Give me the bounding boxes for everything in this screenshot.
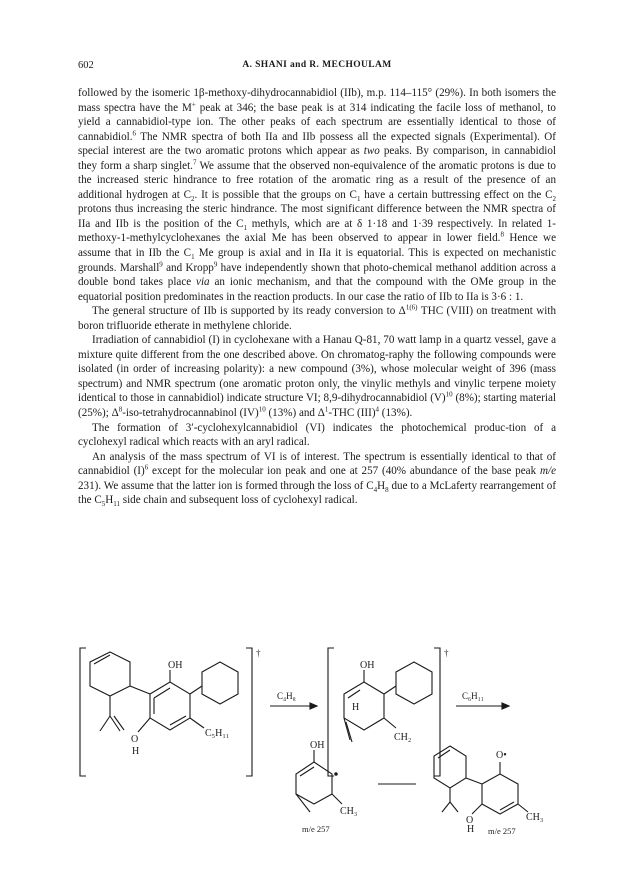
- o-label-4: O: [466, 815, 474, 826]
- loss-label-2: C₆H₁₁: [462, 691, 484, 701]
- running-title: A. SHANI and R. MECHOULAM: [242, 60, 392, 70]
- paragraph-4: The formation of 3′-cyclohexylcannabidiol (VI) indicates the photochemical produc-tion of a cyclohexyl radical which reacts with an aryl radical.: [78, 421, 556, 449]
- o-bond-4: [472, 804, 482, 814]
- enone-ring-2: [344, 682, 384, 730]
- double-bond-3: [300, 767, 314, 776]
- paragraph-3: Irradiation of cannabidiol (I) in cyclohexane with a Hanau Q-81, 70 watt lamp in a quartz vessel, gave a mixture quite different from the one described above. On chromatog-raphy the following compounds were isolated (in order of increasing polarity): a new compound (3%), whose molecular weight of 396 (mass spectrum) and NMR spectrum (one aromatic proton only, the vinylic methyls and vinylic terpene moiety identical to those in cannabidiol) indicate structure VI; 8,9-dihydrocannabidiol $(V)^{10}$ (8%); starting material (25%); $\Delta^8-iso$-tetrahydrocannabinol (IV)$^{10}$ (13%) and $\Delta^1$-THC (III)$^4$ (13%).: [78, 334, 557, 420]
- h-label-2: H: [352, 702, 360, 713]
- isopropenyl-a-1: [100, 716, 110, 731]
- arrow-2: [456, 703, 509, 709]
- structure-2: [328, 648, 440, 776]
- ch3-bond-4: [518, 804, 528, 812]
- terpene-ring-4: [434, 746, 466, 788]
- paragraph-1: followed by the isomeric 1β-methoxy-dihydrocannabidiol (IIb), m.p. 114–115° (29%). In both isomers the mass spectra have the M+ peak at 346; the base peak is at 314 indicating the facile loss of methanol, to yield a cannabidiol-type ion. The other peaks of each spectrum are essentially identical to those of cannabidiol.$^6$ The NMR spectra of both IIa and IIb possess all the expected signals (Experimental). Of special interest are the two aromatic protons which appear as two peaks. By comparison, in cannabidiol they form a sharp singlet.$^7$ We assume that the observed non-equivalence of the aromatic protons is due to the increased steric hindrance to free rotation of the aromatic ring as a result of the presence of an additional hydrogen at $C_2$. It is possible that the groups on $C_1$ have a certain buttressing effect on the $C_2$ protons thus increasing the steric hindrance. The most significant difference between the NMR spectra of IIa and IIb is the position of the $C_1$ methyls, which are at δ 1·18 and 1·39 respectively. In related 1-methoxy-1-methylcyclohexanes the axial Me has been observed to appear in lower field.$^8$ Hence we assume that in IIb the $C_1$ Me group is axial and in IIa it is equatorial. This is expected on mechanistic grounds. Marshall$^9$ and Kropp$^9$ have independently shown that photo-chemical methanol addition across a double bond takes place via an ionic mechanism, and that the compound with the OMe group in the equatorial position predominates in the reaction products. In our case the ratio of IIb to IIa is 3·6 : 1.: [78, 87, 556, 303]
- isopropenyl-a-4: [442, 802, 450, 812]
- aromatic-ring-4: [482, 774, 518, 814]
- oh-label-1: OH: [168, 660, 183, 671]
- ring-3: [296, 762, 332, 804]
- ring-link-4: [466, 778, 482, 784]
- radical-dot-3: [335, 773, 337, 775]
- aromatic-ring-1: [150, 682, 190, 730]
- cyclohexyl-link-1: [190, 686, 202, 694]
- ring-link-1: [130, 686, 150, 694]
- c5h11-label-1: C₅H₁₁: [205, 728, 230, 739]
- ch2-label: CH₂: [394, 732, 412, 743]
- h-label-1: H: [132, 746, 140, 757]
- side-chain-bond-1: [190, 718, 204, 728]
- dagger-1: †: [256, 648, 261, 658]
- ch2-bond-2: [384, 718, 396, 728]
- oh-label-3: OH: [310, 740, 325, 751]
- isopropenyl-c-1: [114, 716, 124, 730]
- aromatic-db-4: [500, 802, 514, 810]
- ring-link-3: [296, 794, 310, 812]
- arrow-1-head: [310, 703, 317, 709]
- bracket-left-2: [328, 648, 334, 776]
- aromatic-db-a-1: [154, 688, 170, 698]
- cyclohexyl-ring-1: [202, 662, 238, 704]
- me-label-3: m/e 257: [302, 824, 330, 834]
- arrow-2-head: [502, 703, 509, 709]
- ring-link-b-2: [346, 722, 352, 742]
- page-header: [78, 60, 556, 76]
- scheme-drawing: [70, 636, 570, 836]
- paragraph-5: An analysis of the mass spectrum of VI is of interest. The spectrum is essentially identical to that of cannabidiol $(I)^6$ except for the molecular ion peak and one at 257 (40% abundance of the base peak m/e 231). We assume that the latter ion is formed through the loss of $C_4H_8$ due to a McLaferty rearrangement of the $C_5H_{11}$ side chain and subsequent loss of cyclohexyl radical.: [78, 450, 557, 509]
- body-text: [78, 86, 556, 508]
- ch3-label-3: CH₃: [340, 806, 358, 817]
- ch3-bond-3: [332, 794, 342, 804]
- structure-3: [296, 750, 342, 812]
- bracket-left-1: [80, 648, 86, 776]
- double-bond-2: [348, 690, 360, 698]
- loss-label-1: C₄H₈: [277, 691, 296, 701]
- aromatic-db-b-1: [170, 716, 186, 725]
- structure-4: [434, 746, 528, 814]
- fragmentation-scheme: [70, 636, 570, 836]
- paragraph-2: The general structure of IIb is supported by its ready conversion to $\Delta^{1(6)}$ THC (VIII) on treatment with boron trifluoride etherate in methylene chloride.: [78, 303, 556, 332]
- me-label-4: m/e 257: [488, 826, 516, 836]
- h-label-4: H: [467, 824, 475, 835]
- oh-label-2: OH: [360, 660, 375, 671]
- o-bond-1: [138, 718, 150, 732]
- page-number: 602: [78, 60, 94, 71]
- ch3-label-4: CH₃: [526, 812, 544, 823]
- terpene-ring-1: [90, 652, 130, 696]
- isopropenyl-b-4: [450, 802, 458, 812]
- o-radical-label: O•: [496, 750, 507, 761]
- dagger-2: †: [444, 648, 449, 658]
- cyclohexyl-link-2: [384, 686, 396, 694]
- cyclohexyl-ring-2: [396, 662, 432, 704]
- arrow-1: [270, 703, 317, 709]
- o-label-1: O: [131, 734, 139, 745]
- structure-1: [80, 648, 252, 776]
- bracket-right-1: [246, 648, 252, 776]
